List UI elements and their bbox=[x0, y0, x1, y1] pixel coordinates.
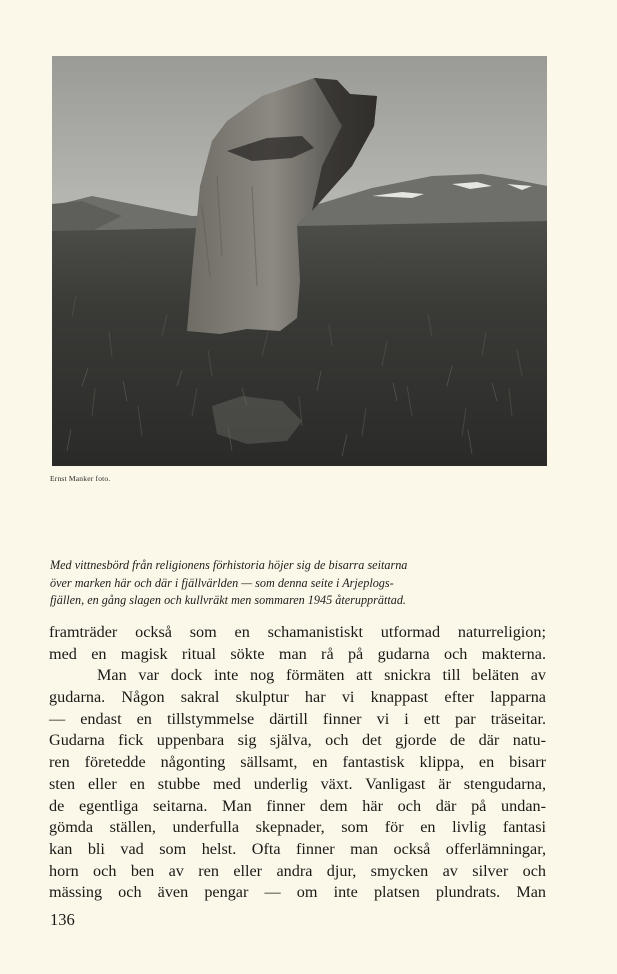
seite-stone-image bbox=[52, 56, 547, 466]
seite-photograph bbox=[52, 56, 547, 466]
body-line: — endast en tillstymmelse därtill finner vi i ett par träseitar. bbox=[49, 709, 546, 728]
photo-credit: Ernst Manker foto. bbox=[50, 474, 111, 483]
body-line: de egentliga seitarna. Man finner dem här och där på undan- bbox=[49, 796, 546, 815]
body-line: Man var dock inte nog förmäten att snickra till beläten av bbox=[97, 666, 546, 685]
body-line: kan bli vad som helst. Ofta finner man också offerlämningar, bbox=[49, 839, 546, 858]
body-text bbox=[49, 622, 546, 904]
page-number: 136 bbox=[50, 910, 75, 929]
body-line: Gudarna fick uppenbara sig själva, och det gjorde de där natu- bbox=[49, 731, 546, 750]
body-line: sten eller en stubbe med underlig växt. Vanligast är stengudarna, bbox=[49, 774, 546, 793]
body-line: med en magisk ritual sökte man rå på gudarna och makterna. bbox=[49, 644, 546, 663]
body-line: horn och ben av ren eller andra djur, smycken av silver och bbox=[49, 861, 546, 880]
caption-line: Med vittnesbörd från religionens förhistoria höjer sig de bisarra seitarna bbox=[50, 558, 408, 572]
photo-caption bbox=[50, 557, 550, 610]
body-line: framträder också som en schamanistiskt utformad naturreligion; bbox=[49, 623, 546, 641]
body-line: gudarna. Någon sakral skulptur har vi knappast efter lapparna bbox=[49, 688, 546, 707]
body-line: mässing och även pengar — om inte platsen plundrats. Man bbox=[49, 883, 546, 902]
body-line: gömda ställen, underfulla skepnader, som för en livlig fantasi bbox=[49, 818, 546, 837]
caption-line: fjällen, en gång slagen och kullvräkt men sommaren 1945 återupprättad. bbox=[50, 593, 406, 607]
body-line: ren företedde någonting sällsamt, en fantastisk klippa, en bisarr bbox=[49, 753, 546, 772]
caption-line: över marken här och där i fjällvärlden — som denna seite i Arjeplogs- bbox=[50, 575, 394, 590]
